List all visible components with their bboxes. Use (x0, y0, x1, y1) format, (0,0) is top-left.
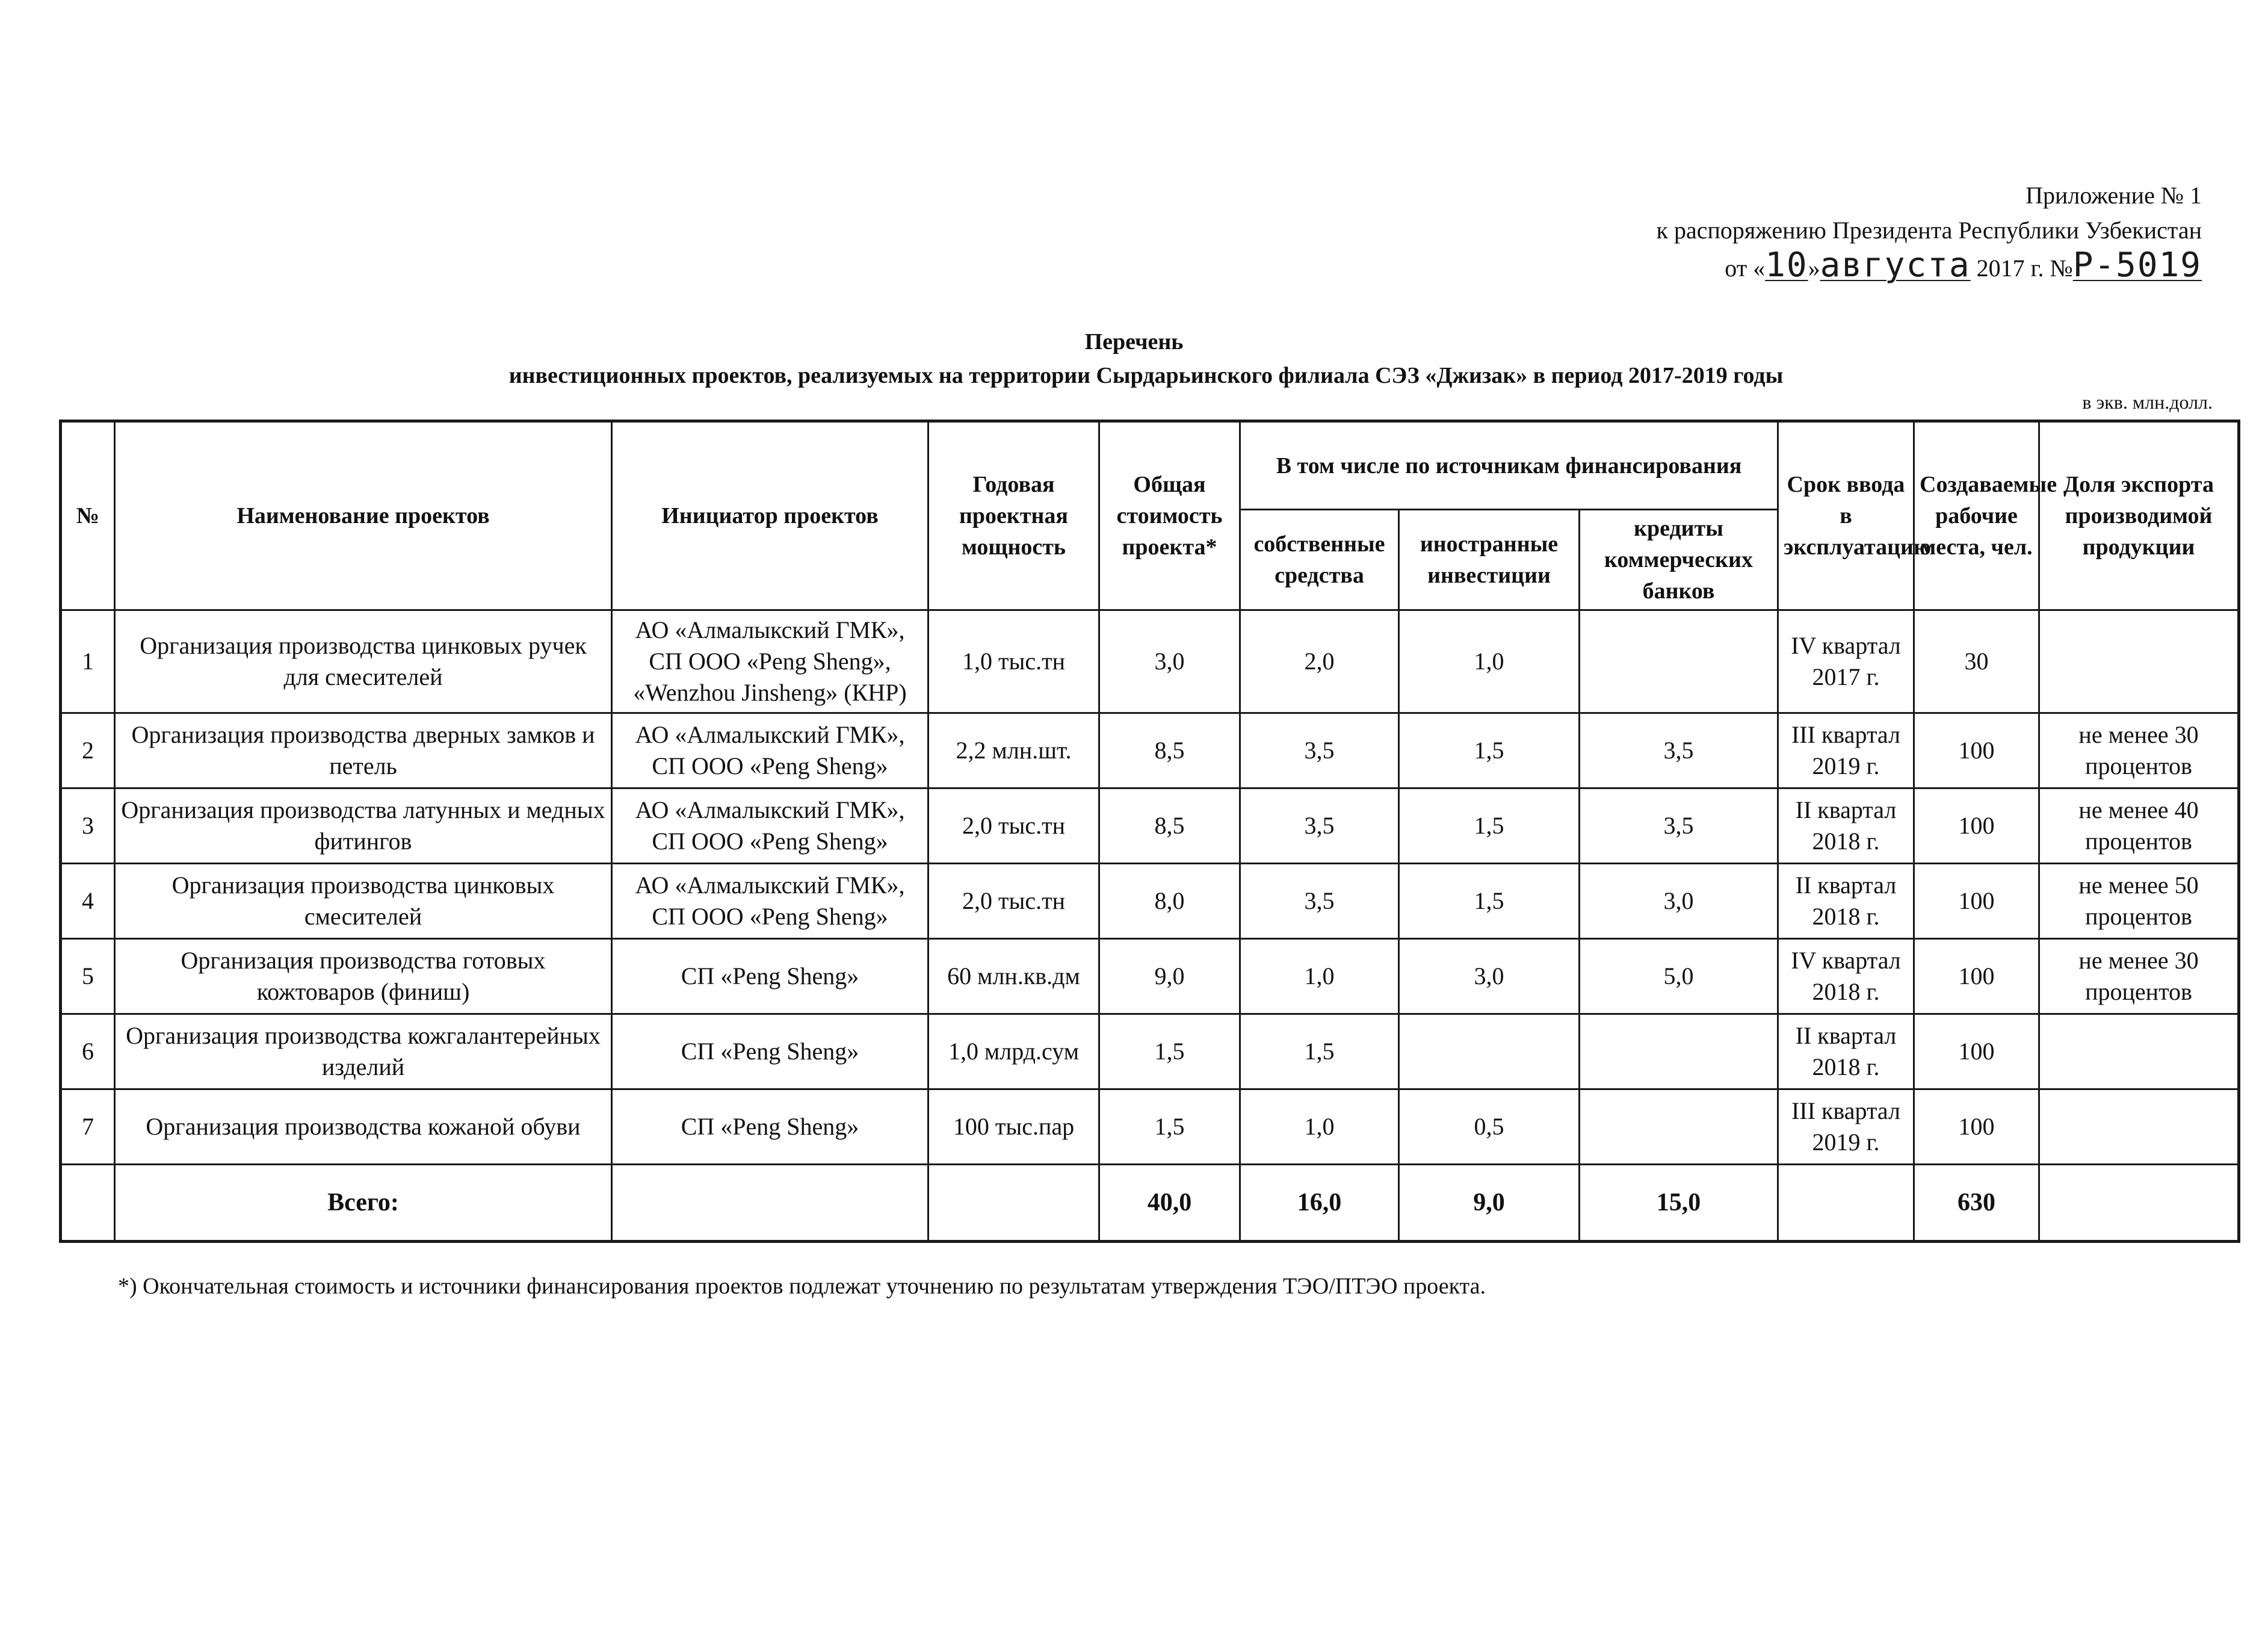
total-bank-credits: 15,0 (1580, 1165, 1778, 1242)
cell-initiator: АО «Алмалыкский ГМК», СП ООО «Peng Sheng» (612, 864, 929, 939)
cell-initiator: СП «Peng Sheng» (612, 1089, 929, 1165)
cell-name: Организация производства кожгалантерейных изделий (115, 1014, 612, 1089)
header-row-top (61, 421, 2239, 510)
cell-export-share: не менее 30 процентов (2039, 713, 2239, 788)
cell-capacity: 1,0 тыс.тн (929, 610, 1099, 713)
cell-deadline: II квартал 2018 г. (1778, 788, 1914, 864)
cell-total-cost: 8,5 (1099, 713, 1240, 788)
cell-name: Организация производства готовых кожтоваров (финиш) (115, 939, 612, 1014)
cell-initiator: СП «Peng Sheng» (612, 1014, 929, 1089)
footnote: *) Окончательная стоимость и источники финансирования проектов подлежат уточнению по результатам утверждения ТЭО/ПТЭО проекта. (118, 1274, 1486, 1299)
total-deadline-cell (1778, 1165, 1914, 1242)
cell-initiator: АО «Алмалыкский ГМК», СП ООО «Peng Sheng» (612, 788, 929, 864)
cell-name: Организация производства латунных и медных фитингов (115, 788, 612, 864)
cell-total-cost: 1,5 (1099, 1014, 1240, 1089)
cell-total-cost: 3,0 (1099, 610, 1240, 713)
cell-foreign-investment: 1,5 (1399, 713, 1580, 788)
header-export-share: Доля экспорта производимой продукции (2039, 421, 2239, 610)
cell-name: Организация производства цинковых ручек для смесителей (115, 610, 612, 713)
date-month: августа (1820, 246, 1971, 285)
cell-capacity: 60 млн.кв.дм (929, 939, 1099, 1014)
cell-total-cost: 8,0 (1099, 864, 1240, 939)
total-initiator-cell (612, 1165, 929, 1242)
cell-foreign-investment: 1,5 (1399, 788, 1580, 864)
date-year: 2017 г. № (1976, 255, 2073, 282)
annex-reference: к распоряжению Президента Республики Узбекистан (1656, 217, 2202, 244)
header-num: № (61, 421, 115, 610)
table-row (61, 1089, 2239, 1165)
table-row (61, 864, 2239, 939)
cell-foreign-investment: 0,5 (1399, 1089, 1580, 1165)
document-title (0, 325, 2268, 392)
total-cost: 40,0 (1099, 1165, 1240, 1242)
cell-initiator: СП «Peng Sheng» (612, 939, 929, 1014)
cell-capacity: 2,0 тыс.тн (929, 864, 1099, 939)
total-foreign-investment: 9,0 (1399, 1165, 1580, 1242)
cell-deadline: II квартал 2018 г. (1778, 864, 1914, 939)
date-day: 10 (1765, 246, 1808, 285)
table-row (61, 1014, 2239, 1089)
header-jobs: Создаваемые рабочие места, чел. (1914, 421, 2039, 610)
cell-num: 3 (61, 788, 115, 864)
cell-initiator: АО «Алмалыкский ГМК», СП ООО «Peng Sheng», «Wenzhou Jinsheng» (КНР) (612, 610, 929, 713)
cell-jobs: 100 (1914, 1014, 2039, 1089)
cell-num: 1 (61, 610, 115, 713)
cell-bank-credits: 3,5 (1580, 788, 1778, 864)
cell-name: Организация производства кожаной обуви (115, 1089, 612, 1165)
header-deadline: Срок ввода в эксплуатацию (1778, 421, 1914, 610)
cell-jobs: 100 (1914, 939, 2039, 1014)
table-row (61, 788, 2239, 864)
cell-jobs: 100 (1914, 788, 2039, 864)
cell-total-cost: 8,5 (1099, 788, 1240, 864)
cell-export-share: не менее 30 процентов (2039, 939, 2239, 1014)
header-total-cost: Общая стоимость проекта* (1099, 421, 1240, 610)
cell-name: Организация производства цинковых смесителей (115, 864, 612, 939)
header-name: Наименование проектов (115, 421, 612, 610)
cell-capacity: 100 тыс.пар (929, 1089, 1099, 1165)
header-initiator: Инициатор проектов (612, 421, 929, 610)
header-bank-credits: кредиты коммерческих банков (1580, 510, 1778, 610)
cell-export-share (2039, 1014, 2239, 1089)
cell-bank-credits: 3,0 (1580, 864, 1778, 939)
header-sources-group: В том числе по источникам финансирования (1240, 421, 1778, 510)
cell-deadline: IV квартал 2017 г. (1778, 610, 1914, 713)
annex-header (1657, 178, 2202, 286)
cell-jobs: 100 (1914, 713, 2039, 788)
cell-deadline: III квартал 2019 г. (1778, 1089, 1914, 1165)
header-capacity: Годовая проектная мощность (929, 421, 1099, 610)
cell-total-cost: 1,5 (1099, 1089, 1240, 1165)
projects-table (59, 420, 2240, 1243)
cell-export-share: не менее 40 процентов (2039, 788, 2239, 864)
total-export-cell (2039, 1165, 2239, 1242)
cell-export-share (2039, 1089, 2239, 1165)
total-num-cell (61, 1165, 115, 1242)
header-foreign-investment: иностранные инвестиции (1399, 510, 1580, 610)
cell-bank-credits (1580, 1089, 1778, 1165)
total-own-funds: 16,0 (1240, 1165, 1399, 1242)
annex-date-line (1657, 248, 2202, 286)
currency-unit-note: в экв. млн.долл. (2082, 391, 2213, 413)
cell-own-funds: 2,0 (1240, 610, 1399, 713)
cell-export-share: не менее 50 процентов (2039, 864, 2239, 939)
cell-num: 2 (61, 713, 115, 788)
cell-capacity: 2,0 тыс.тн (929, 788, 1099, 864)
cell-own-funds: 1,0 (1240, 939, 1399, 1014)
cell-num: 7 (61, 1089, 115, 1165)
cell-foreign-investment: 1,5 (1399, 864, 1580, 939)
table-row (61, 939, 2239, 1014)
cell-total-cost: 9,0 (1099, 939, 1240, 1014)
cell-name: Организация производства дверных замков и петель (115, 713, 612, 788)
cell-jobs: 100 (1914, 864, 2039, 939)
cell-foreign-investment: 3,0 (1399, 939, 1580, 1014)
cell-bank-credits (1580, 1014, 1778, 1089)
cell-export-share (2039, 610, 2239, 713)
cell-num: 4 (61, 864, 115, 939)
cell-foreign-investment (1399, 1014, 1580, 1089)
cell-capacity: 2,2 млн.шт. (929, 713, 1099, 788)
date-prefix: от « (1725, 255, 1766, 282)
cell-bank-credits: 3,5 (1580, 713, 1778, 788)
table-row (61, 713, 2239, 788)
total-capacity-cell (929, 1165, 1099, 1242)
cell-initiator: АО «Алмалыкский ГМК», СП ООО «Peng Sheng» (612, 713, 929, 788)
total-jobs: 630 (1914, 1165, 2039, 1242)
cell-own-funds: 3,5 (1240, 713, 1399, 788)
cell-capacity: 1,0 млрд.сум (929, 1014, 1099, 1089)
title-heading: Перечень (1084, 329, 1184, 355)
title-subheading: инвестиционных проектов, реализуемых на территории Сырдарьинского филиала СЭЗ «Джизак» в период 2017-2019 годы (508, 363, 1784, 388)
table-row (61, 610, 2239, 713)
cell-foreign-investment: 1,0 (1399, 610, 1580, 713)
cell-own-funds: 1,0 (1240, 1089, 1399, 1165)
cell-bank-credits: 5,0 (1580, 939, 1778, 1014)
cell-num: 6 (61, 1014, 115, 1089)
header-own-funds: собственные средства (1240, 510, 1399, 610)
annex-number: Приложение № 1 (2025, 182, 2202, 209)
cell-num: 5 (61, 939, 115, 1014)
cell-own-funds: 1,5 (1240, 1014, 1399, 1089)
cell-own-funds: 3,5 (1240, 788, 1399, 864)
cell-own-funds: 3,5 (1240, 864, 1399, 939)
cell-jobs: 100 (1914, 1089, 2039, 1165)
cell-deadline: III квартал 2019 г. (1778, 713, 1914, 788)
cell-bank-credits (1580, 610, 1778, 713)
cell-deadline: II квартал 2018 г. (1778, 1014, 1914, 1089)
total-label: Всего: (115, 1165, 612, 1242)
total-row (61, 1165, 2239, 1242)
date-mid: » (1808, 255, 1820, 282)
cell-deadline: IV квартал 2018 г. (1778, 939, 1914, 1014)
document-number: Р-5019 (2072, 246, 2202, 285)
cell-jobs: 30 (1914, 610, 2039, 713)
table-body (61, 610, 2239, 1165)
